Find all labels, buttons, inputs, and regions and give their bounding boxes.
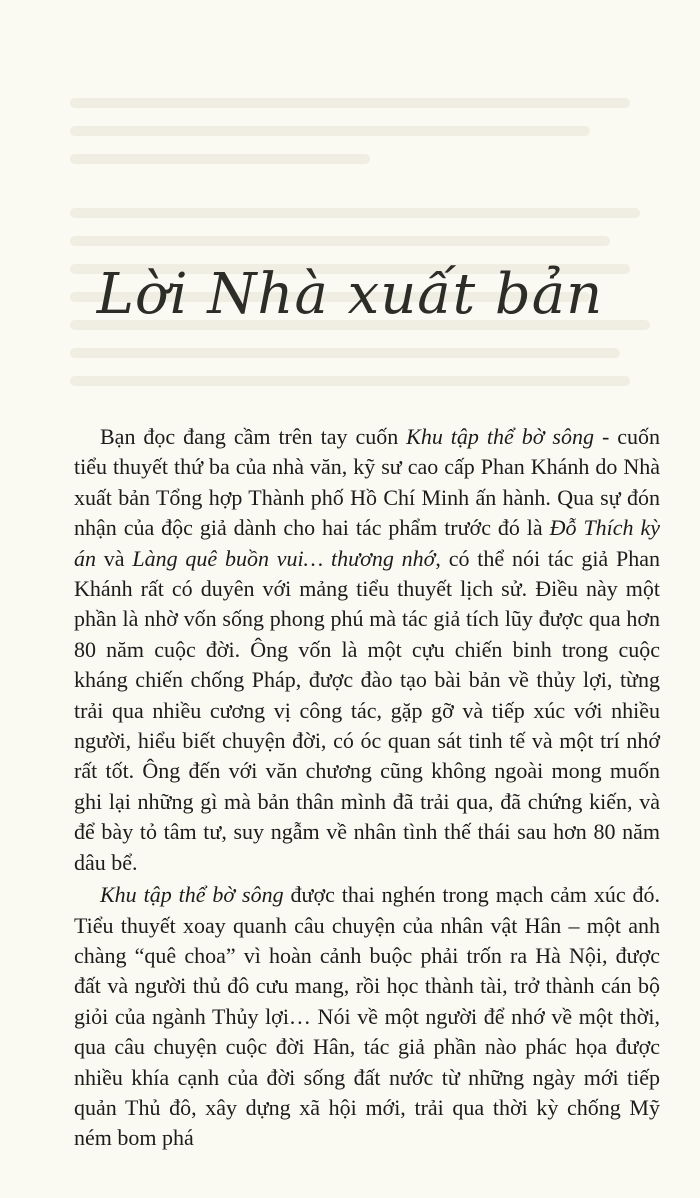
text-segment: - cuốn tiểu thuyết thứ ba của nhà văn, kỹ sư cao cấp Phan Khánh do Nhà xuất bản Tổng hợp Thành phố Hồ Chí Minh ấn hành. Qua sự đón nhận của độc giả dành cho hai tác phẩm trước đó là <box>74 424 660 541</box>
text-segment: và <box>96 545 133 571</box>
book-title-italic: Khu tập thể bờ sông <box>100 882 284 908</box>
book-title-italic: Đỗ Thích kỳ án <box>74 515 661 571</box>
paragraph-2 <box>74 880 660 1154</box>
book-title-italic: Khu tập thể bờ sông <box>406 424 594 449</box>
book-title-italic: Làng quê buồn vui… thương nhớ <box>132 545 436 571</box>
text-segment: , có thể nói tác giả Phan Khánh rất có duyên với mảng tiểu thuyết lịch sử. Điều này một phần là nhờ vốn sống phong phú mà tác giả tích lũy được qua hơn 80 năm cuộc đời. Ông vốn là một cựu chiến binh trong cuộc kháng chiến chống Pháp, được đào tạo bài bản về thủy lợi, từng trải qua nhiều cương vị công tác, gặp gỡ và tiếp xúc với nhiều người, hiểu biết chuyện đời, có óc quan sát tinh tế và một trí nhớ rất tốt. Ông đến với văn chương cũng không ngoài mong muốn ghi lại những gì mà bản thân mình đã trải qua, đã chứng kiến, và để bày tỏ tâm tư, suy ngẫm về nhân tình thế thái sau hơn 80 năm dâu bể. <box>74 545 660 875</box>
show-through-texture <box>70 90 670 390</box>
text-segment: Bạn đọc đang cầm trên tay cuốn <box>100 424 407 449</box>
text-segment: được thai nghén trong mạch cảm xúc đó. Tiểu thuyết xoay quanh câu chuyện của nhân vật Hân – một anh chàng “quê choa” vì hoàn cảnh buộc phải trốn ra Hà Nội, được đất và người thủ đô cưu mang, rồi học thành tài, trở thành cán bộ giỏi của ngành Thủy lợi… Nói về một người để nhớ về một thời, qua câu chuyện cuộc đời Hân, tác giả phần nào phác họa được nhiều khía cạnh của đời sống đất nước từ những ngày mới tiếp quản Thủ đô, xây dựng xã hội mới, trải qua thời kỳ chống Mỹ ném bom phá <box>74 882 660 1151</box>
page-title: Lời Nhà xuất bản <box>96 262 604 327</box>
paragraph-1 <box>74 422 660 878</box>
body-text <box>74 422 660 1156</box>
